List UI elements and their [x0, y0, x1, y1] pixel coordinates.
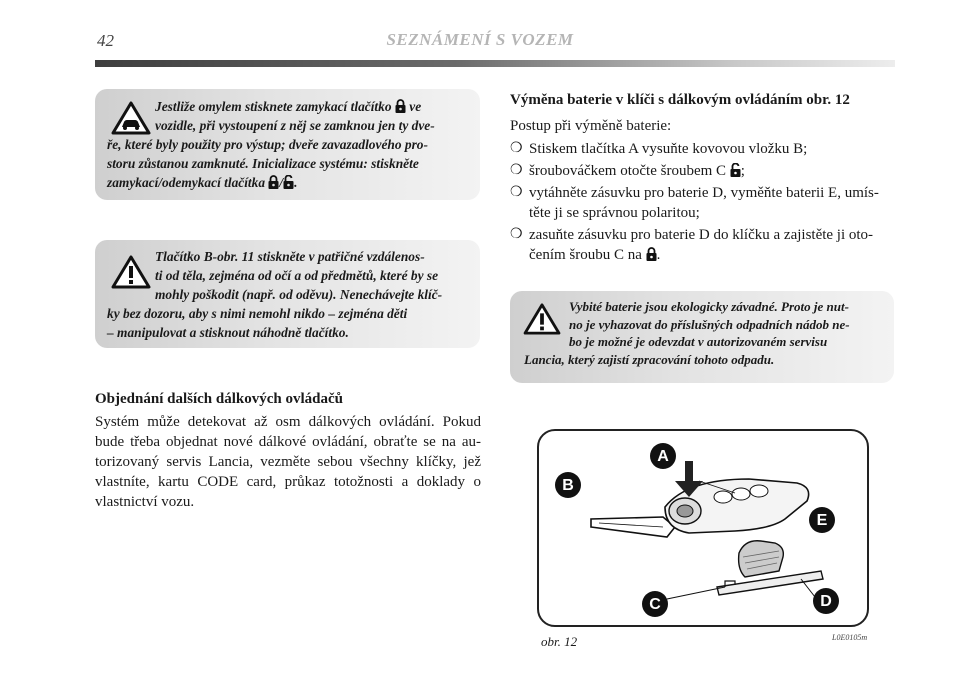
lock-icon	[268, 175, 279, 189]
label-e-text: E	[816, 512, 828, 529]
section-heading-remotes: Objednání dalších dálkových ovládačů	[95, 391, 343, 407]
label-c-text: C	[649, 596, 661, 613]
label-d	[813, 588, 839, 614]
bullet-mark: ❍	[510, 163, 523, 178]
warning1-line3: ře, které byly použity pro výstup; dveře zavazadlového pro-	[107, 137, 428, 152]
unlock-icon	[730, 163, 741, 177]
label-b	[555, 472, 581, 498]
list-item: ❍ zasuňte zásuvku pro baterie D do klíčku a zajistěte ji oto-čením šroubu C na .	[510, 227, 874, 263]
warning-box-lock: Jestliže omylem stisknete zamykací tlačítko ve vozidle, při vystoupení z něj se zamknou jen ty dve- ře, které byly použity pro výstup; dveře zavazadlového pro- storu zůstanou zamknuté. Inicializace systému: stiskněte zamykací/odemykací tlačítka / .	[95, 89, 480, 200]
header-rule	[95, 60, 895, 67]
section-title: SEZNÁMENÍ S VOZEM	[386, 30, 574, 49]
bullet-mark: ❍	[510, 185, 523, 200]
battery-intro: Postup při výměně baterie:	[510, 118, 672, 134]
warning1-line1-end: ve	[405, 99, 422, 114]
paragraph-remotes: Systém může detekovat až osm dálkových ovládání. Pokud bude třeba objednat nové dálkové ovládání, obraťte se na au-torizovaný servis Lancia, vezměte sebou všechny klíčky, jež vlastníte, kartu CODE card, průkaz totožnosti a doklady o vlastnictví vozu.	[95, 414, 481, 510]
label-d-text: D	[820, 593, 832, 610]
list-item: ❍ vytáhněte zásuvku pro baterie D, vyměňte baterii E, umís-těte ji se správnou polaritou;	[510, 185, 879, 221]
lock-icon	[646, 247, 657, 261]
list-item: ❍ šroubováčkem otočte šroubem C ;	[510, 163, 745, 179]
warning3-line3: bo je možné je odevzdat v autorizovaném servisu	[569, 334, 828, 349]
battery-steps	[510, 139, 896, 267]
warning1-line5: zamykací/odemykací tlačítka	[107, 175, 266, 190]
label-c	[642, 591, 668, 617]
bullet-mark: ❍	[510, 227, 523, 242]
section-heading-battery: Výměna baterie v klíči s dálkovým ovládáním obr. 12	[510, 92, 850, 108]
warning2-line3: mohly poškodit (např. od oděvu). Nenechávejte klíč-	[155, 287, 443, 302]
key-battery-figure	[537, 429, 869, 627]
key-illustration	[539, 431, 867, 625]
warning-box-key-button	[95, 240, 480, 348]
warning-box-battery-disposal	[510, 291, 894, 383]
bullet-mark: ❍	[510, 141, 523, 156]
warning1-line5-end: .	[294, 175, 298, 190]
warning1-line1: Jestliže omylem stisknete zamykací tlačítko	[155, 99, 392, 114]
label-a	[650, 443, 676, 469]
warning3-line2: no je vyhazovat do příslušných odpadních nádob ne-	[569, 316, 850, 332]
warning3-line4: Lancia, který zajistí zpracování tohoto odpadu.	[524, 351, 775, 367]
page-number: 42	[97, 31, 114, 50]
warning2-line4: ky bez dozoru, aby s nimi nemohl nikdo – zejména děti	[107, 306, 408, 321]
label-b-text: B	[562, 477, 574, 494]
warning3-line1: Vybité baterie jsou ekologicky závadné. Proto je nut-	[569, 299, 849, 314]
figure-code: L0E0105m	[832, 633, 868, 642]
warning1-line2: vozidle, při vystoupení z něj se zamknou jen ty dve-	[155, 118, 435, 133]
warning1-line4: storu zůstanou zamknuté. Inicializace systému: stiskněte	[107, 156, 419, 171]
warning2-line2: ti od těla, zejména od očí a od předmětů, které by se	[155, 268, 439, 283]
warning2-line1: Tlačítko B-obr. 11 stiskněte v patřičné vzdálenos-	[155, 249, 425, 264]
label-e	[809, 507, 835, 533]
warning2-line5: – manipulovat a stisknout náhodně tlačítko.	[107, 325, 349, 340]
list-item: ❍ Stiskem tlačítka A vysuňte kovovou vložku B;	[510, 141, 808, 157]
unlock-icon	[283, 175, 294, 189]
label-a-text: A	[657, 448, 669, 465]
lock-icon	[395, 99, 406, 113]
figure-caption: obr. 12	[541, 634, 578, 649]
